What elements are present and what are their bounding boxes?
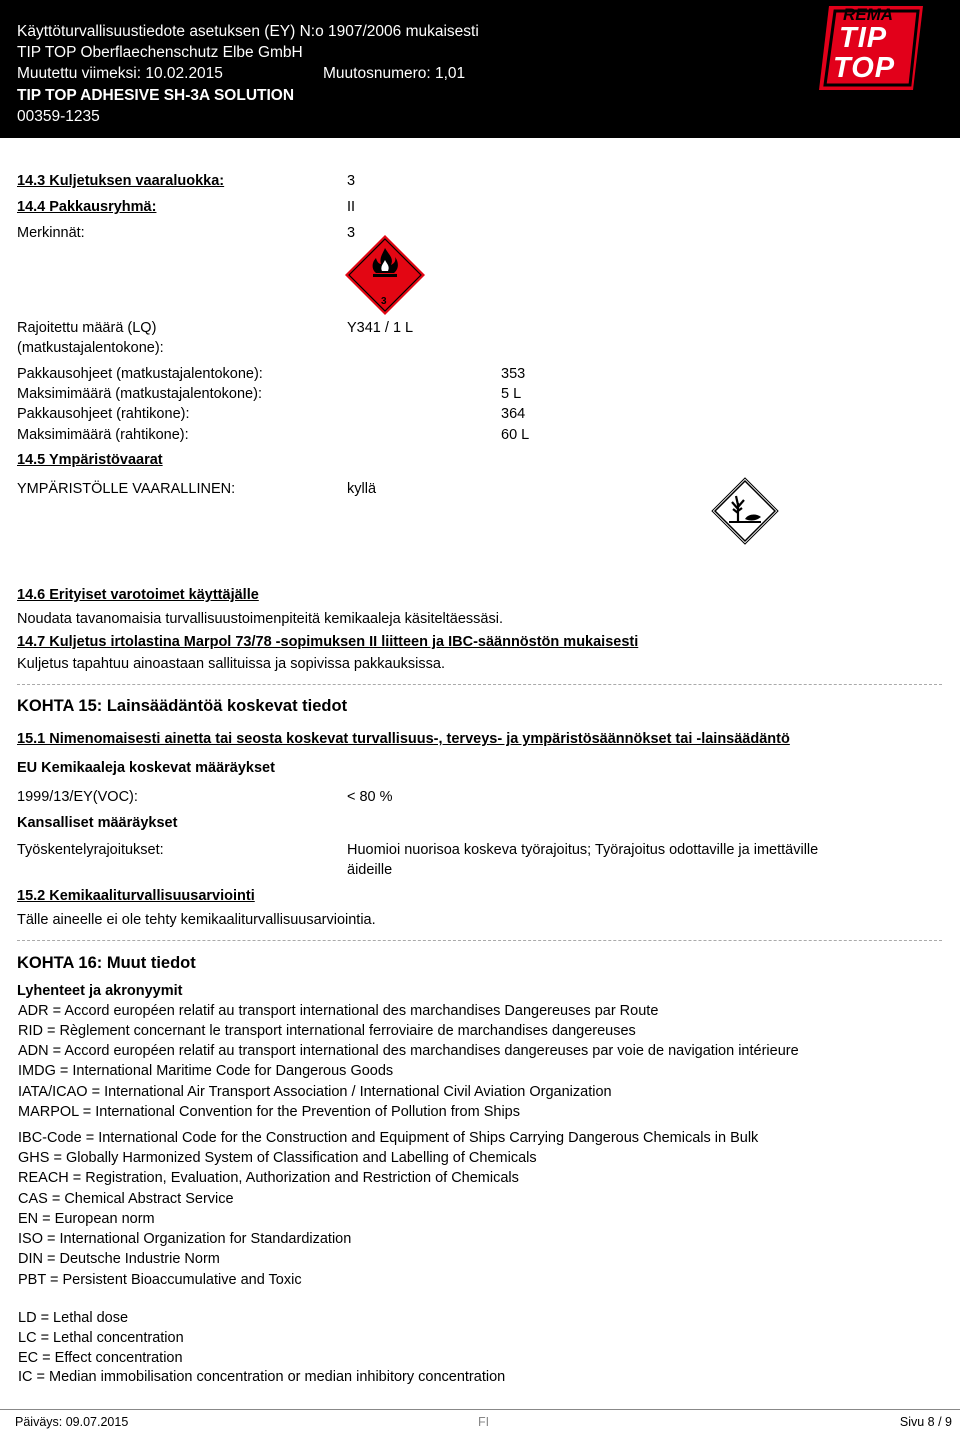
voc-value: < 80 % (347, 789, 393, 805)
work-restrictions-value-cont: äideille (347, 862, 393, 878)
work-restrictions-value: Huomioi nuorisoa koskeva työrajoitus; Työrajoitus odottaville ja imettäville (347, 842, 819, 858)
packing-group-label: 14.4 Pakkausryhmä: (17, 199, 157, 215)
section-15-2-heading: 15.2 Kemikaaliturvallisuusarviointi (17, 888, 255, 904)
section-15-title: KOHTA 15: Lainsäädäntöä koskevat tiedot (17, 697, 348, 715)
national-regulations-heading: Kansalliset määräykset (17, 815, 178, 831)
abbreviation-item: CAS = Chemical Abstract Service (18, 1191, 234, 1207)
header-revision-no: Muutosnumero: 1,01 (323, 65, 466, 82)
flammable-placard-icon (344, 234, 426, 316)
abbreviation-item: REACH = Registration, Evaluation, Authorization and Restriction of Chemicals (18, 1170, 519, 1186)
placard-number: 3 (381, 296, 387, 307)
abbreviation-item: LD = Lethal dose (18, 1310, 129, 1326)
abbreviation-item: ADN = Accord européen relatif au transport international des marchandises dangereuses par voie de navigation intérieure (18, 1043, 799, 1059)
abbreviation-item: EC = Effect concentration (18, 1350, 183, 1366)
packing-row-value: 5 L (501, 386, 522, 402)
abbreviation-item: GHS = Globally Harmonized System of Classification and Labelling of Chemicals (18, 1150, 537, 1166)
bulk-transport-text: Kuljetus tapahtuu ainoastaan sallituissa ja sopivissa pakkauksissa. (17, 656, 445, 672)
labels-label: Merkinnät: (17, 225, 85, 241)
lq-value: Y341 / 1 L (347, 320, 414, 336)
divider (17, 940, 942, 941)
footer-language: FI (478, 1415, 490, 1429)
abbreviation-item: PBT = Persistent Bioaccumulative and Toxic (18, 1272, 302, 1288)
labels-value: 3 (347, 225, 356, 241)
hazard-class-label: 14.3 Kuljetuksen vaaraluokka: (17, 173, 225, 189)
abbreviation-item: MARPOL = International Convention for the Prevention of Pollution from Ships (18, 1104, 520, 1120)
section-15-2-text: Tälle aineelle ei ole tehty kemikaaliturvallisuusarviointia. (17, 912, 376, 928)
logo-tip: TIP (839, 22, 888, 54)
abbreviation-item: IMDG = International Maritime Code for Dangerous Goods (18, 1063, 394, 1079)
section-15-1-heading: 15.1 Nimenomaisesti ainetta tai seosta koskevat turvallisuus-, terveys- ja ympäristösäännökset tai -lainsäädäntö (17, 731, 790, 747)
lq-label-1: Rajoitettu määrä (LQ) (17, 320, 157, 336)
abbreviation-item: EN = European norm (18, 1211, 155, 1227)
special-precautions-heading: 14.6 Erityiset varotoimet käyttäjälle (17, 587, 259, 603)
packing-row-value: 364 (501, 406, 526, 422)
logo-rema: REMA (843, 5, 894, 24)
abbreviation-item: DIN = Deutsche Industrie Norm (18, 1251, 220, 1267)
logo-top: TOP (833, 52, 896, 84)
footer-date: Päiväys: 09.07.2015 (15, 1415, 129, 1429)
abbreviation-item: LC = Lethal concentration (18, 1330, 184, 1346)
packing-row-label: Maksimimäärä (matkustajalentokone): (17, 386, 262, 402)
packing-row-label: Maksimimäärä (rahtikone): (17, 427, 189, 443)
hazard-class-value: 3 (347, 173, 356, 189)
rema-tip-top-logo (815, 2, 925, 94)
abbreviation-item: IATA/ICAO = International Air Transport Association / International Civil Aviation Organization (18, 1084, 612, 1100)
abbreviations-heading: Lyhenteet ja akronyymit (17, 983, 183, 999)
packing-group-value: II (347, 199, 356, 215)
lq-label-2: (matkustajalentokone): (17, 340, 164, 356)
header-company: TIP TOP Oberflaechenschutz Elbe GmbH (17, 44, 303, 61)
header-line1: Käyttöturvallisuustiedote asetuksen (EY) N:o 1907/2006 mukaisesti (17, 23, 479, 40)
packing-row-value: 60 L (501, 427, 530, 443)
environment-hazard-icon (711, 477, 779, 545)
packing-row-label: Pakkausohjeet (matkustajalentokone): (17, 366, 263, 382)
section-16-title: KOHTA 16: Muut tiedot (17, 954, 196, 972)
header-product: TIP TOP ADHESIVE SH-3A SOLUTION (17, 87, 295, 104)
header-code: 00359-1235 (17, 108, 100, 125)
abbreviation-item: IBC-Code = International Code for the Construction and Equipment of Ships Carrying Dangerous Chemicals in Bulk (18, 1130, 759, 1146)
bulk-transport-heading: 14.7 Kuljetus irtolastina Marpol 73/78 -sopimuksen II liitteen ja IBC-säännöstön mukaisesti (17, 634, 639, 650)
special-precautions-text: Noudata tavanomaisia turvallisuustoimenpiteitä kemikaaleja käsiteltäessäsi. (17, 611, 503, 627)
packing-row-value: 353 (501, 366, 526, 382)
packing-row-label: Pakkausohjeet (rahtikone): (17, 406, 190, 422)
env-hazard-heading: 14.5 Ympäristövaarat (17, 452, 163, 468)
env-hazard-label: YMPÄRISTÖLLE VAARALLINEN: (17, 481, 236, 497)
work-restrictions-label: Työskentelyrajoitukset: (17, 842, 164, 858)
abbreviation-item: RID = Règlement concernant le transport international ferroviaire de marchandises dangereuses (18, 1023, 636, 1039)
voc-label: 1999/13/EY(VOC): (17, 789, 138, 805)
env-hazard-value: kyllä (347, 481, 377, 497)
footer-page: Sivu 8 / 9 (899, 1415, 952, 1429)
abbreviation-item: ISO = International Organization for Standardization (18, 1231, 352, 1247)
footer-rule (0, 1409, 960, 1410)
abbreviation-item: IC = Median immobilisation concentration or median inhibitory concentration (18, 1369, 506, 1385)
header-revised: Muutettu viimeksi: 10.02.2015 (17, 65, 223, 82)
eu-regulations-heading: EU Kemikaaleja koskevat määräykset (17, 760, 275, 776)
divider (17, 684, 942, 685)
abbreviation-item: ADR = Accord européen relatif au transport international des marchandises Dangereuses par Route (18, 1003, 659, 1019)
